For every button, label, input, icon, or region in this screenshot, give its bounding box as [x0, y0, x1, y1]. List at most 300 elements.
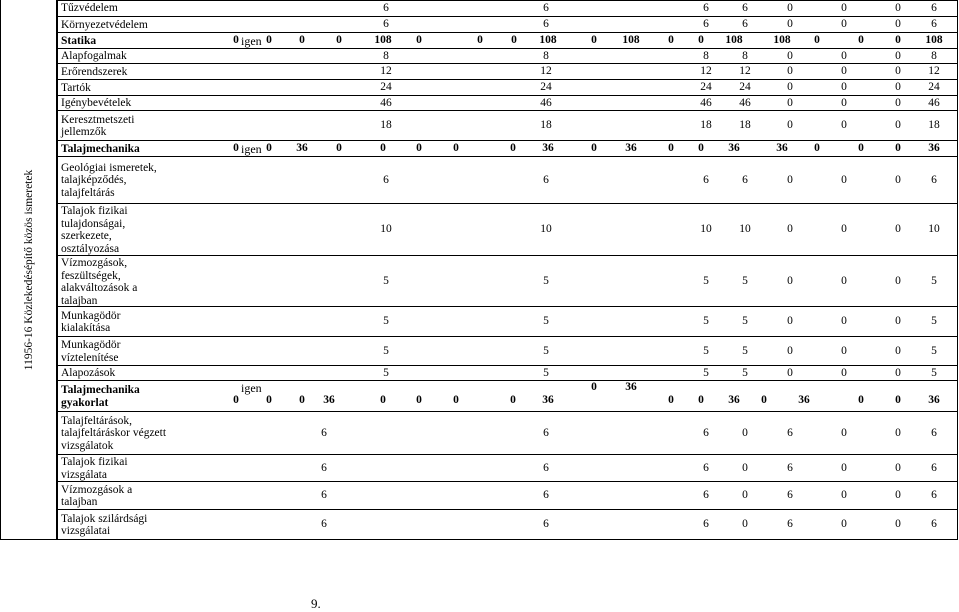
hours-cell: 36 — [542, 394, 554, 406]
hours-cell: 0 — [841, 274, 847, 287]
table-row — [57, 49, 958, 64]
hours-cell: 24 — [380, 81, 392, 93]
hours-cell: 0 — [787, 65, 793, 77]
hours-cell: 0 — [841, 344, 847, 357]
row-label-line: Vízmozgások a — [61, 483, 133, 496]
hours-cell: 6 — [787, 461, 793, 474]
page-number: 9. — [311, 596, 321, 611]
row-label — [61, 339, 120, 364]
hours-cell: 8 — [703, 49, 709, 62]
hours-cell: 0 — [668, 142, 674, 154]
row-label — [61, 205, 128, 255]
row-label-line: Talajmechanika — [61, 142, 140, 155]
hours-cell: 6 — [383, 18, 389, 30]
row-left-border — [57, 307, 58, 336]
hours-cell: 0 — [895, 344, 901, 357]
row-label-line: talajban — [61, 496, 98, 508]
row-label — [61, 415, 166, 453]
hours-cell: 36 — [625, 381, 637, 393]
hours-cell: 5 — [383, 344, 389, 357]
row-right-border — [957, 204, 958, 255]
hours-cell: 0 — [895, 366, 901, 379]
row-label — [61, 484, 132, 509]
hours-cell: 0 — [895, 142, 901, 154]
table-row — [57, 17, 958, 33]
row-label — [61, 310, 120, 335]
row-label — [61, 513, 147, 538]
hours-cell: 0 — [841, 173, 847, 186]
row-right-border — [957, 482, 958, 509]
hours-cell: 0 — [336, 142, 342, 154]
table-row — [57, 157, 958, 204]
hours-cell: 0 — [895, 223, 901, 235]
row-left-border — [57, 64, 58, 79]
hours-cell: 5 — [742, 344, 748, 357]
hours-cell: 6 — [703, 426, 709, 439]
hours-cell: 6 — [543, 18, 549, 30]
hours-cell: 0 — [233, 34, 239, 46]
row-label-line: talajfeltárás — [61, 186, 115, 199]
hours-cell: 0 — [895, 65, 901, 77]
row-right-border — [957, 17, 958, 32]
table-row — [57, 0, 958, 17]
hours-cell: 0 — [841, 96, 847, 109]
hours-cell: 0 — [510, 142, 516, 154]
row-label-line: vizsgálata — [61, 468, 107, 481]
hours-cell: 12 — [540, 65, 552, 77]
row-left-border — [57, 80, 58, 95]
row-left-border — [57, 33, 58, 48]
row-right-border — [957, 111, 958, 140]
row-label-line: Geológiai ismeretek, — [61, 161, 157, 174]
hours-cell: 36 — [625, 142, 637, 154]
hours-cell: 0 — [742, 461, 748, 474]
hours-cell: 6 — [787, 489, 793, 501]
hours-cell: 6 — [787, 426, 793, 439]
hours-cell: 18 — [540, 119, 552, 131]
hours-cell: 5 — [742, 366, 748, 379]
hours-cell: 0 — [895, 489, 901, 501]
hours-cell: 0 — [591, 34, 597, 46]
hours-cell: 6 — [383, 1, 389, 14]
hours-cell: 24 — [540, 81, 552, 93]
row-label-line: Erőrendszerek — [61, 65, 128, 78]
row-right-border — [957, 64, 958, 79]
hours-cell: 0 — [841, 223, 847, 235]
row-label — [61, 456, 128, 481]
hours-cell: 5 — [703, 274, 709, 287]
row-label — [61, 257, 137, 307]
hours-cell: 0 — [668, 34, 674, 46]
row-left-border — [57, 49, 58, 63]
row-left-border — [57, 111, 58, 140]
table-row — [57, 96, 958, 111]
row-label-line: Talajok fizikai — [61, 456, 128, 468]
row-label-line: Tűzvédelem — [61, 2, 118, 15]
row-label-line: Munkagödör — [61, 309, 121, 322]
row-right-border — [957, 381, 958, 411]
hours-cell: 0 — [787, 18, 793, 30]
hours-cell: 0 — [841, 518, 847, 530]
row-right-border — [957, 412, 958, 454]
hours-cell: 5 — [703, 315, 709, 327]
hours-cell: 0 — [787, 1, 793, 14]
hours-cell: 5 — [543, 344, 549, 357]
row-right-border — [957, 337, 958, 365]
row-left-border — [57, 0, 58, 16]
row-label-line: vizsgálatok — [61, 439, 114, 452]
table-row — [57, 307, 958, 337]
row-right-border — [957, 96, 958, 110]
hours-cell: 0 — [841, 366, 847, 379]
hours-cell: 6 — [787, 518, 793, 530]
table-row — [57, 256, 958, 307]
hours-cell: 0 — [380, 142, 386, 154]
hours-cell: 0 — [787, 344, 793, 357]
hours-cell: 0 — [787, 49, 793, 62]
hours-cell: 0 — [787, 223, 793, 235]
hours-cell: 0 — [698, 34, 704, 46]
module-column — [0, 0, 57, 540]
hours-cell: 0 — [742, 489, 748, 501]
hours-cell: 0 — [841, 18, 847, 30]
hours-cell: 0 — [511, 34, 517, 46]
row-label-line: jellemzők — [61, 126, 107, 138]
hours-cell: 18 — [380, 119, 392, 131]
hours-cell: 6 — [543, 1, 549, 14]
hours-cell: 18 — [739, 119, 751, 131]
hours-cell: 6 — [703, 461, 709, 474]
hours-cell: 0 — [510, 394, 516, 406]
table-row — [57, 337, 958, 366]
hours-cell: 46 — [700, 96, 712, 109]
hours-cell: 5 — [931, 315, 937, 327]
hours-cell: 0 — [841, 1, 847, 14]
row-label — [61, 19, 148, 32]
hours-cell: 6 — [543, 426, 549, 439]
hours-cell: 0 — [895, 394, 901, 406]
hours-cell: 5 — [742, 315, 748, 327]
row-label-line: Talajfeltárások, — [61, 414, 133, 427]
row-left-border — [57, 510, 58, 539]
hours-cell: 6 — [703, 18, 709, 30]
hours-cell: 24 — [700, 81, 712, 93]
hours-cell: 5 — [543, 315, 549, 327]
row-label — [61, 384, 140, 409]
hours-cell: 0 — [668, 394, 674, 406]
row-label-line: alakváltozások a — [61, 282, 138, 294]
table-row — [57, 381, 958, 412]
hours-cell: 6 — [742, 173, 748, 186]
hours-cell: 6 — [543, 489, 549, 501]
hours-cell: 6 — [931, 518, 937, 530]
hours-cell: 5 — [931, 344, 937, 357]
row-label-line: Munkagödör — [61, 339, 121, 351]
hours-cell: 0 — [895, 461, 901, 474]
hours-cell: 0 — [380, 394, 386, 406]
hours-cell: 0 — [416, 34, 422, 46]
hours-cell: 0 — [477, 34, 483, 46]
row-left-border — [57, 256, 58, 306]
hours-cell: 8 — [931, 49, 937, 62]
hours-cell: 24 — [739, 81, 751, 93]
row-right-border — [957, 141, 958, 156]
row-left-border — [57, 96, 58, 110]
hours-cell: 0 — [895, 81, 901, 93]
row-label-line: Igénybevételek — [61, 97, 132, 110]
row-label-line: osztályozása — [61, 242, 120, 255]
hours-cell: 6 — [383, 173, 389, 186]
row-left-border — [57, 337, 58, 365]
hours-cell: 0 — [266, 34, 272, 46]
hours-cell: 36 — [928, 142, 940, 154]
hours-cell: 0 — [233, 394, 239, 406]
mandatory-flag: igen — [241, 142, 262, 156]
hours-cell: 0 — [895, 518, 901, 530]
row-label — [61, 114, 134, 139]
row-right-border — [957, 455, 958, 481]
row-label-line: gyakorlat — [61, 396, 109, 409]
hours-cell: 10 — [540, 223, 552, 235]
table-row — [57, 455, 958, 482]
row-left-border — [57, 366, 58, 380]
hours-cell: 12 — [928, 65, 940, 77]
hours-cell: 10 — [739, 223, 751, 235]
hours-cell: 0 — [895, 173, 901, 186]
hours-cell: 0 — [841, 426, 847, 439]
hours-cell: 46 — [739, 96, 751, 109]
row-left-border — [57, 482, 58, 509]
hours-cell: 18 — [700, 119, 712, 131]
hours-cell: 5 — [931, 366, 937, 379]
hours-cell: 108 — [622, 34, 640, 46]
hours-cell: 0 — [814, 34, 820, 46]
hours-cell: 0 — [841, 489, 847, 501]
hours-cell: 6 — [703, 1, 709, 14]
hours-cell: 6 — [742, 18, 748, 30]
hours-cell: 36 — [542, 142, 554, 154]
hours-cell: 0 — [841, 315, 847, 327]
hours-cell: 0 — [698, 394, 704, 406]
hours-cell: 0 — [761, 394, 767, 406]
row-right-border — [957, 307, 958, 336]
row-label-line: talajban — [61, 294, 98, 307]
hours-cell: 5 — [931, 274, 937, 287]
hours-cell: 6 — [543, 461, 549, 474]
module-title: 11956-16 Közlekedésépítő közös ismeretek — [23, 169, 35, 371]
row-label — [61, 2, 118, 15]
hours-cell: 0 — [416, 142, 422, 154]
hours-cell: 0 — [299, 34, 305, 46]
hours-cell: 108 — [773, 34, 791, 46]
row-label-line: talajképződés, — [61, 174, 127, 187]
hours-cell: 108 — [539, 34, 557, 46]
row-label-line: Környezetvédelem — [61, 18, 148, 31]
hours-cell: 0 — [841, 461, 847, 474]
row-left-border — [57, 381, 58, 411]
hours-cell: 0 — [787, 173, 793, 186]
table-row — [57, 204, 958, 256]
hours-cell: 6 — [703, 518, 709, 530]
hours-cell: 0 — [266, 142, 272, 154]
row-label — [61, 367, 115, 380]
row-label — [61, 82, 91, 95]
hours-cell: 10 — [928, 223, 940, 235]
hours-cell: 0 — [895, 96, 901, 109]
hours-cell: 0 — [858, 142, 864, 154]
hours-cell: 6 — [931, 426, 937, 439]
hours-cell: 0 — [895, 426, 901, 439]
hours-cell: 0 — [895, 34, 901, 46]
hours-cell: 5 — [703, 344, 709, 357]
hours-cell: 6 — [543, 518, 549, 530]
row-left-border — [57, 412, 58, 454]
hours-cell: 0 — [787, 119, 793, 131]
row-left-border — [57, 141, 58, 156]
hours-cell: 0 — [895, 18, 901, 30]
row-right-border — [957, 0, 958, 16]
row-label — [61, 66, 127, 79]
hours-cell: 0 — [266, 394, 272, 406]
row-right-border — [957, 33, 958, 48]
hours-cell: 5 — [383, 274, 389, 287]
hours-cell: 0 — [742, 518, 748, 530]
hours-cell: 6 — [321, 518, 327, 530]
row-label-line: Statika — [61, 34, 97, 47]
hours-cell: 6 — [931, 461, 937, 474]
table-row — [57, 141, 958, 157]
hours-cell: 0 — [787, 315, 793, 327]
hours-cell: 0 — [895, 119, 901, 131]
row-label — [61, 97, 131, 110]
hours-cell: 0 — [233, 142, 239, 154]
hours-cell: 0 — [895, 1, 901, 14]
hours-cell: 0 — [858, 394, 864, 406]
hours-cell: 0 — [742, 426, 748, 439]
hours-cell: 0 — [841, 81, 847, 93]
table-row — [57, 111, 958, 141]
hours-cell: 12 — [739, 65, 751, 77]
hours-cell: 12 — [700, 65, 712, 77]
hours-cell: 6 — [742, 1, 748, 14]
row-label-line: Talajok szilárdsági — [61, 512, 148, 525]
table-row — [57, 510, 958, 540]
row-right-border — [957, 157, 958, 203]
hours-cell: 0 — [814, 142, 820, 154]
mandatory-flag: igen — [241, 381, 262, 395]
hours-cell: 5 — [543, 366, 549, 379]
row-label — [61, 50, 127, 63]
hours-cell: 0 — [336, 34, 342, 46]
table-row — [57, 412, 958, 455]
row-label — [61, 143, 140, 156]
hours-cell: 0 — [841, 65, 847, 77]
row-right-border — [957, 366, 958, 380]
hours-cell: 6 — [321, 461, 327, 474]
hours-cell: 0 — [591, 142, 597, 154]
hours-cell: 6 — [543, 173, 549, 186]
hours-cell: 24 — [928, 81, 940, 93]
hours-cell: 0 — [299, 394, 305, 406]
hours-cell: 6 — [703, 173, 709, 186]
hours-cell: 0 — [858, 34, 864, 46]
hours-cell: 0 — [416, 394, 422, 406]
row-label-line: Alapozások — [61, 367, 116, 380]
table-row — [57, 64, 958, 80]
hours-cell: 46 — [380, 96, 392, 109]
row-label-line: feszültségek, — [61, 269, 121, 282]
row-left-border — [57, 17, 58, 32]
row-label — [61, 162, 157, 200]
row-label-line: Keresztmetszeti — [61, 113, 135, 126]
hours-cell: 36 — [928, 394, 940, 406]
hours-cell: 108 — [725, 34, 743, 46]
row-label-line: vizsgálatai — [61, 525, 111, 537]
mandatory-flag: igen — [241, 34, 262, 48]
hours-cell: 18 — [928, 119, 940, 131]
hours-cell: 108 — [925, 34, 943, 46]
hours-cell: 12 — [380, 65, 392, 77]
row-label-line: Talajok fizikai — [61, 205, 128, 217]
hours-cell: 6 — [931, 18, 937, 30]
row-label-line: tulajdonságai, — [61, 217, 126, 230]
row-label-line: szerkezete, — [61, 230, 112, 242]
hours-cell: 6 — [931, 173, 937, 186]
table-row — [57, 482, 958, 510]
hours-cell: 36 — [728, 394, 740, 406]
row-label-line: talajfeltáráskor végzett — [61, 427, 167, 440]
hours-cell: 0 — [787, 81, 793, 93]
row-left-border — [57, 455, 58, 481]
row-left-border — [57, 157, 58, 203]
hours-cell: 6 — [321, 426, 327, 439]
hours-cell: 8 — [742, 49, 748, 62]
table-row — [57, 366, 958, 381]
row-right-border — [957, 49, 958, 63]
row-label-line: kialakítása — [61, 322, 111, 334]
hours-cell: 0 — [787, 96, 793, 109]
row-right-border — [957, 80, 958, 95]
row-left-border — [57, 204, 58, 255]
row-right-border — [957, 510, 958, 539]
hours-cell: 0 — [787, 366, 793, 379]
table-row — [57, 80, 958, 96]
hours-cell: 5 — [383, 366, 389, 379]
hours-cell: 36 — [728, 142, 740, 154]
hours-cell: 8 — [543, 49, 549, 62]
hours-cell: 46 — [928, 96, 940, 109]
hours-cell: 0 — [698, 142, 704, 154]
row-label-line: Tartók — [61, 81, 91, 94]
hours-cell: 0 — [453, 142, 459, 154]
hours-cell: 8 — [383, 49, 389, 62]
hours-cell: 36 — [798, 394, 810, 406]
hours-cell: 0 — [841, 49, 847, 62]
hours-cell: 36 — [323, 394, 335, 406]
hours-cell: 0 — [591, 381, 597, 393]
hours-cell: 46 — [540, 96, 552, 109]
hours-cell: 6 — [931, 1, 937, 14]
hours-cell: 6 — [931, 489, 937, 501]
row-right-border — [957, 256, 958, 306]
table-row — [57, 33, 958, 49]
hours-cell: 5 — [543, 274, 549, 287]
hours-cell: 5 — [742, 274, 748, 287]
hours-cell: 0 — [895, 315, 901, 327]
row-label-line: Vízmozgások, — [61, 257, 128, 269]
hours-cell: 36 — [296, 142, 308, 154]
hours-cell: 0 — [895, 274, 901, 287]
